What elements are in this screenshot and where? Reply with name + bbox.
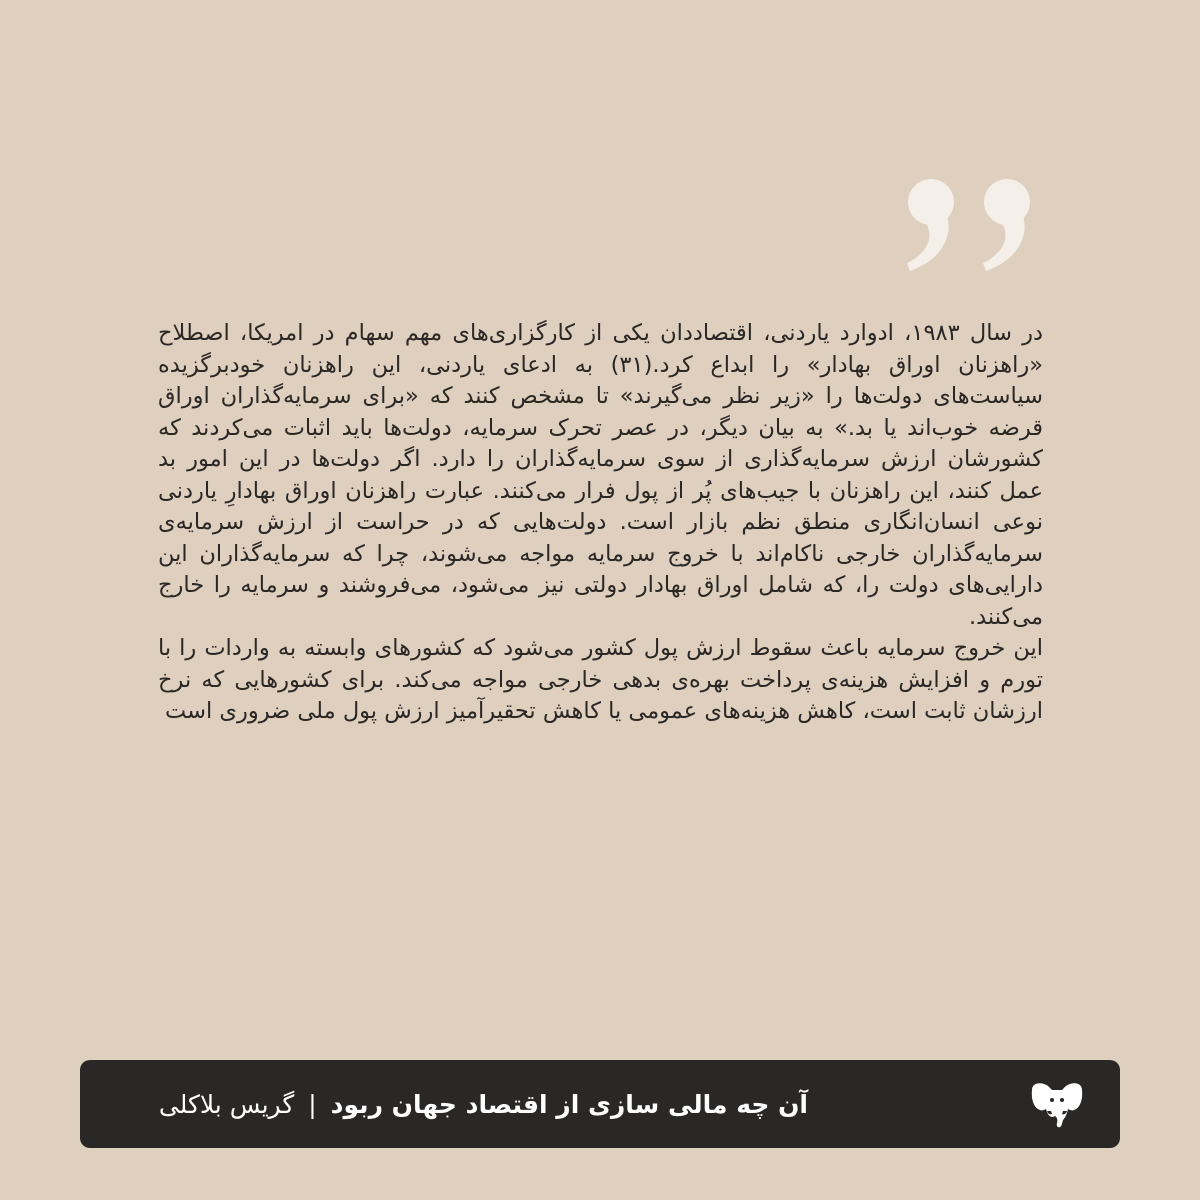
closing-quote-icon [900,175,1045,275]
quote-paragraph-2: این خروج سرمایه باعث سقوط ارزش پول کشور می‌شود که کشورهای وابسته به واردات را با تورم و افزایش هزینه‌ی پرداخت بهره‌ی بدهی خارجی مواجه می‌کند. برای کشورهایی که نرخ ارزشان ثابت است، کاهش هزینه‌های عمومی یا کاهش تحقیرآمیز ارزش پول ملی ضروری است [158,635,1043,724]
title-author-separator: | [308,1089,317,1119]
book-footer-bar [80,1060,1120,1148]
book-title: آن چه مالی سازی از اقتصاد جهان ربود [330,1089,808,1119]
quote-body [158,318,1043,728]
quote-paragraph-1: در سال ۱۹۸۳، ادوارد یاردنی، اقتصاددان یکی از کارگزاری‌های مهم سهام در امریکا، اصطلاح «راهزنان اوراق بهادار» را ابداع کرد.(۳۱) به ادعای یاردنی، این راهزنان خودبرگزیده سیاست‌های دولت‌ها را «زیر نظر می‌گیرند» تا مشخص کنند که «برای سرمایه‌گذاران اوراق قرضه خوب‌اند یا بد.» به بیان دیگر، در عصر تحرک سرمایه، دولت‌ها باید اثبات می‌کردند که کشورشان ارزش سرمایه‌گذاری از سوی سرمایه‌گذاران را دارد. اگر دولت‌ها در این امور بد عمل کنند، این راهزنان با جیب‌های پُر از پول فرار می‌کنند. عبارت راهزنان اوراق بهادارِ یاردنی نوعی انسان‌انگاری منطق نظم بازار است. دولت‌هایی که در حراست از ارزش سرمایه‌ی سرمایه‌گذاران خارجی ناکام‌اند با خروج سرمایه مواجه می‌شوند، چرا که سرمایه‌گذاران این دارایی‌های دولت را، که شامل اوراق بهادار دولتی نیز می‌شود، می‌فروشند و سرمایه را خارج می‌کنند. [158,320,1043,630]
elephant-logo-icon [1028,1080,1086,1128]
book-author: گریس بلاکلی [158,1089,295,1119]
footer-caption [159,1060,808,1148]
